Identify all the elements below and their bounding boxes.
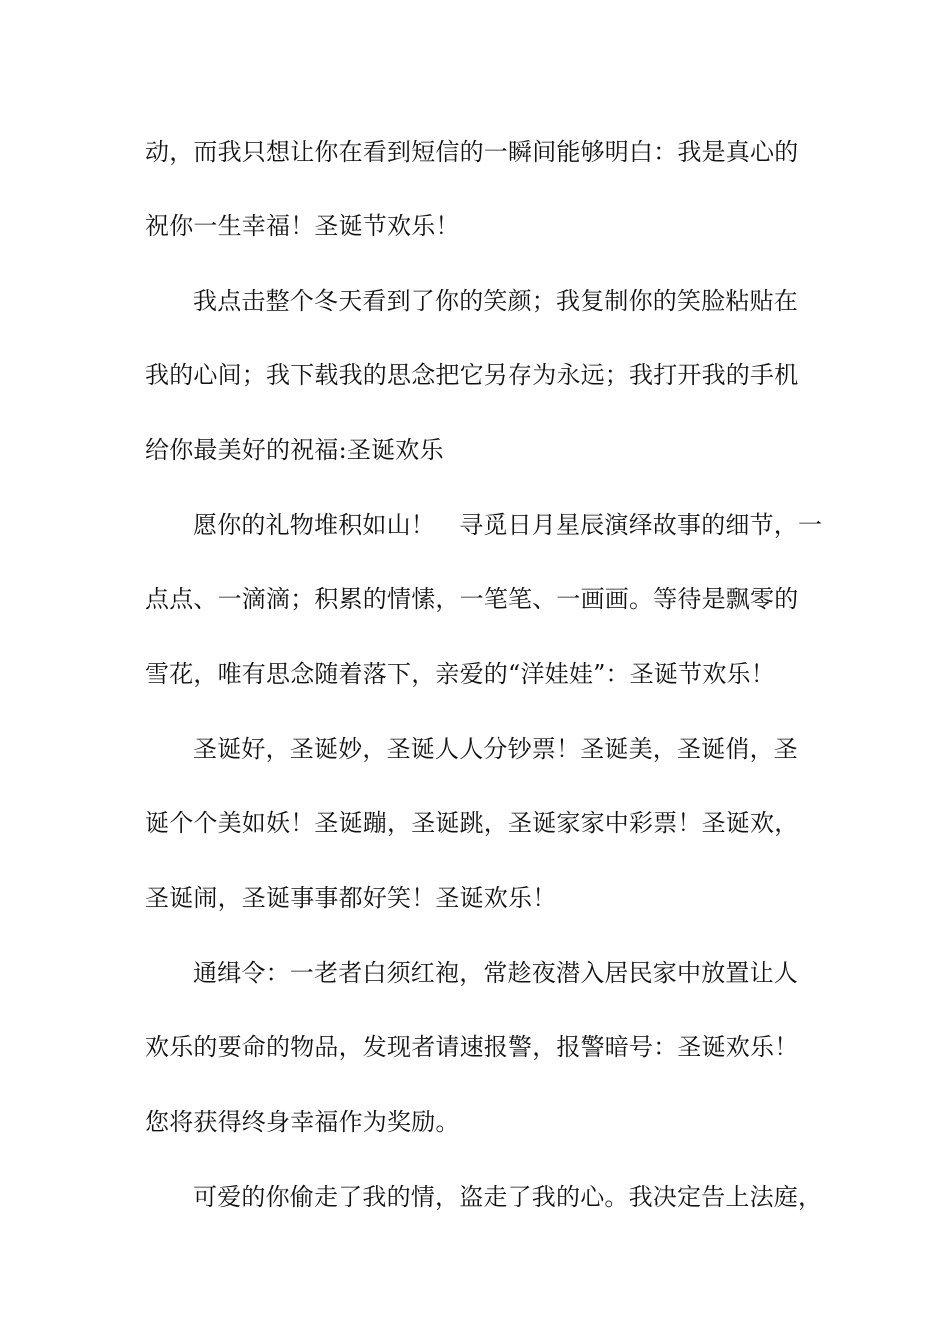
text-line: 给你最美好的祝福:圣诞欢乐	[145, 436, 444, 464]
paragraph-first-line: 可爱的你偷走了我的情，盗走了我的心。我决定告上法庭，	[193, 1183, 823, 1211]
paragraph-first-line: 圣诞好，圣诞妙，圣诞人人分钞票！圣诞美，圣诞俏，圣	[193, 735, 798, 763]
paragraph-first-line: 愿你的礼物堆积如山！ 寻觅日月星辰演绎故事的细节，一	[193, 511, 823, 539]
text-line: 祝你一生幸福！圣诞节欢乐！	[145, 212, 460, 240]
paragraph-first-line: 通缉令：一老者白须红袍，常趁夜潜入居民家中放置让人	[193, 959, 798, 987]
text-line: 欢乐的要命的物品，发现者请速报警，报警暗号：圣诞欢乐！	[145, 1033, 799, 1061]
text-line: 诞个个美如妖！圣诞蹦，圣诞跳，圣诞家家中彩票！圣诞欢，	[145, 809, 799, 837]
text-line: 雪花，唯有思念随着落下，亲爱的“洋娃娃”：圣诞节欢乐！	[145, 660, 775, 688]
paragraph-first-line: 我点击整个冬天看到了你的笑颜；我复制你的笑脸粘贴在	[193, 287, 798, 315]
text-line: 您将获得终身幸福作为奖励。	[145, 1108, 460, 1136]
text-line: 圣诞闹，圣诞事事都好笑！圣诞欢乐！	[145, 884, 557, 912]
text-line: 点点、一滴滴；积累的情愫，一笔笔、一画画。等待是飘零的	[145, 585, 799, 613]
text-line: 我的心间；我下载我的思念把它另存为永远；我打开我的手机	[145, 361, 799, 389]
text-line: 动，而我只想让你在看到短信的一瞬间能够明白：我是真心的	[145, 138, 799, 166]
